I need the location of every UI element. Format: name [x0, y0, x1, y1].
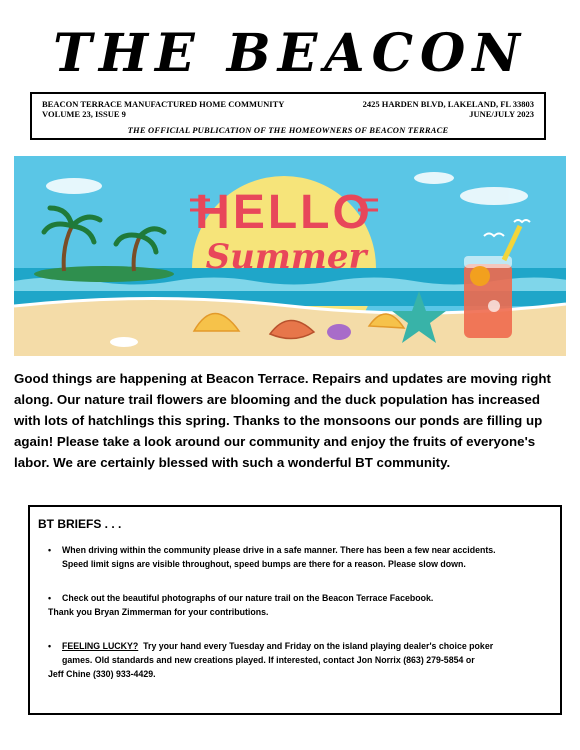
brief-line: Check out the beautiful photographs of our nature trail on the Beacon Terrace Facebook. [62, 593, 434, 603]
intro-line: again! Please take a look around our community and enjoy the fruits of everyone's [14, 434, 536, 449]
brief-line: Jeff Chine (330) 933-4429. [48, 669, 156, 679]
community-volume-block [42, 99, 284, 119]
brief-line [62, 639, 553, 653]
brief-item [48, 543, 553, 571]
publication-tagline: THE OFFICIAL PUBLICATION OF THE HOMEOWNERS OF BEACON TERRACE [127, 125, 449, 135]
address-date-block [363, 99, 534, 119]
feeling-lucky-lead: FEELING LUCKY? [62, 641, 139, 651]
banner-subheadline: Summer [205, 237, 367, 277]
issue-date: JUNE/JULY 2023 [469, 109, 534, 119]
volume-issue: VOLUME 23, ISSUE 9 [42, 109, 126, 119]
bullet-icon: • [48, 641, 52, 651]
brief-item [48, 591, 553, 619]
hello-summer-banner [14, 156, 566, 356]
brief-line: Speed limit signs are visible throughout, speed bumps are there for a reason. Please slow down. [62, 559, 466, 569]
island [34, 266, 174, 282]
banner-headline: HELLO [195, 186, 373, 239]
street-address: 2425 HARDEN BLVD, LAKELAND, FL 33803 [362, 99, 534, 109]
beach-illustration [14, 156, 566, 356]
brief-line: games. Old standards and new creations played. If interested, contact Jon Norrix (863) 279-5854 or [62, 655, 475, 665]
bullet-icon: • [48, 545, 52, 555]
brief-line: When driving within the community please drive in a safe manner. There has been a few near accidents. [62, 545, 496, 555]
briefs-title: BT BRIEFS . . . [38, 517, 122, 531]
brief-item [48, 639, 553, 681]
intro-line: labor. We are certainly blessed with such a wonderful BT community. [14, 455, 451, 470]
intro-line: Good things are happening at Beacon Terrace. Repairs and updates are moving right [14, 371, 551, 386]
intro-line: with lots of hatchlings this spring. Thanks to the monsoons our ponds are filling up [14, 413, 543, 428]
newsletter-masthead: THE BEACON [53, 23, 527, 84]
bullet-icon: • [48, 593, 52, 603]
publication-info-box [30, 92, 546, 140]
community-name: BEACON TERRACE MANUFACTURED HOME COMMUNITY [42, 99, 285, 109]
intro-paragraph [14, 368, 570, 473]
intro-line: along. Our nature trail flowers are blooming and the duck population has increased [14, 392, 541, 407]
bt-briefs-box [28, 505, 562, 715]
brief-line-rest: Try your hand every Tuesday and Friday on the island playing dealer's choice poker [138, 641, 494, 651]
brief-line: Thank you Bryan Zimmerman for your contributions. [48, 607, 269, 617]
